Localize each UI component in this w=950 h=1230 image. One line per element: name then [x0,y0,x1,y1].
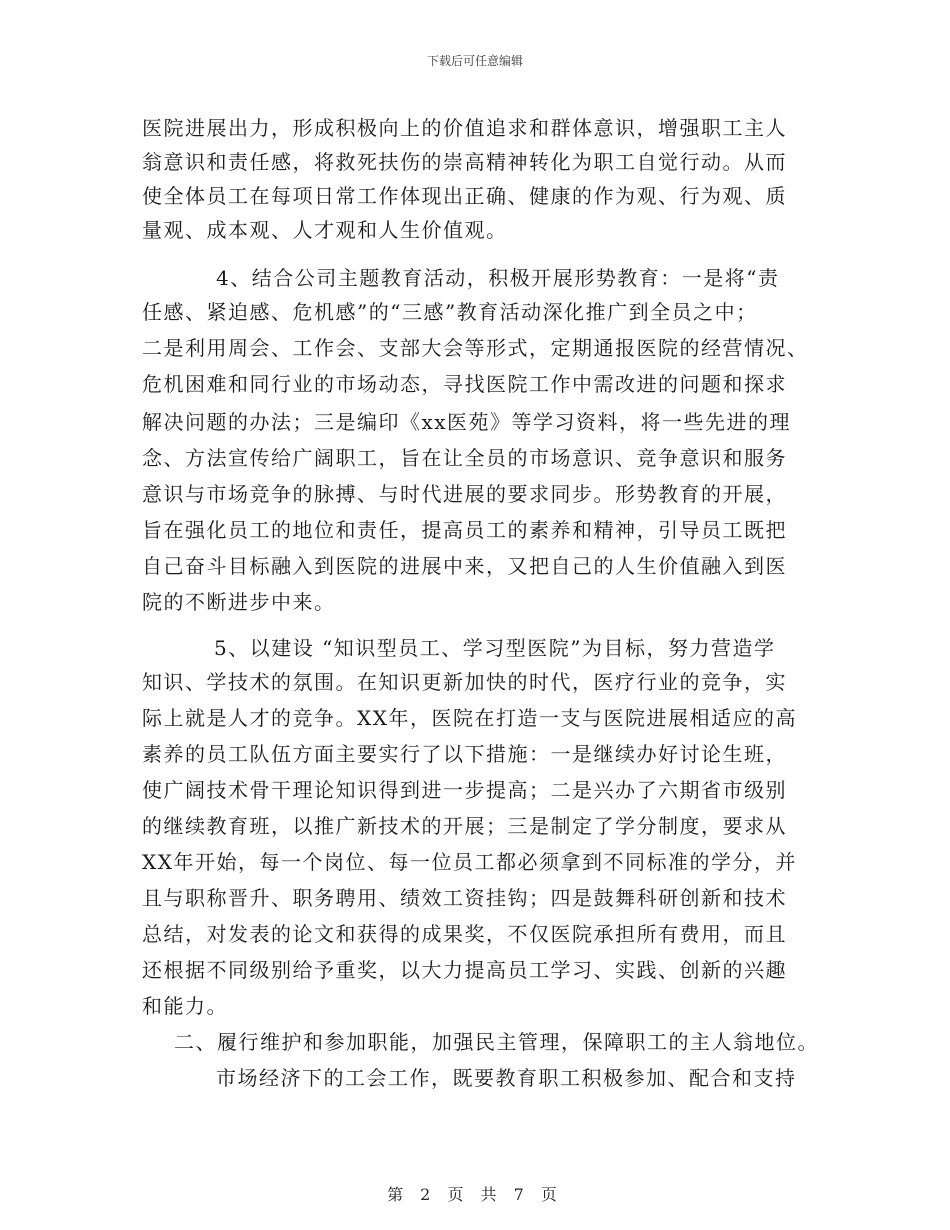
text-line: 的继续教育班，以推广新技术的开展；三是制定了学分制度，要求从 [142,814,787,838]
text-line: 总结，对发表的论文和获得的成果奖，不仅医院承担所有费用，而且 [142,922,787,946]
text-line: 量观、成本观、人才观和人生价值观。 [142,218,508,242]
text-line: 医院进展出力，形成积极向上的价值追求和群体意识，增强职工主人 [142,116,787,140]
text-line: 还根据不同级别给予重奖，以大力提高员工学习、实践、创新的兴趣 [142,958,787,982]
text-line: 翁意识和责任感，将救死扶伤的崇高精神转化为职工自觉行动。从而 [142,150,787,174]
text-line: 二、履行维护和参加职能，加强民主管理，保障职工的主人翁地位。 [174,1030,819,1054]
text-line: 知识、学技术的氛围。在知识更新加快的时代，医疗行业的竞争，实 [142,670,787,694]
text-line: 院的不断进步中来。 [142,590,336,614]
text-line: 旨在强化员工的地位和责任，提高员工的素养和精神，引导员工既把 [142,518,787,542]
page-header: 下载后可任意编辑 [426,54,523,68]
text-line: 5、以建设 “知识型员工、学习型医院”为目标，努力营造学 [214,636,776,660]
text-line: 和能力。 [142,994,228,1018]
text-line: 意识与市场竞争的脉搏、与时代进展的要求同步。形势教育的开展， [142,482,787,506]
text-line: 危机困难和同行业的市场动态，寻找医院工作中需改进的问题和探求 [142,372,787,396]
text-line: 使全体员工在每项日常工作体现出正确、健康的作为观、行为观、质 [142,184,787,208]
text-line: 素养的员工队伍方面主要实行了以下措施：一是继续办好讨论生班， [142,742,787,766]
page-number: 第 2 页 共 7 页 [387,1185,563,1204]
text-line: XX年开始，每一个岗位、每一位员工都必须拿到不同标准的学分，并 [142,850,797,874]
text-line: 际上就是人才的竞争。XX年，医院在打造一支与医院进展相适应的高 [142,706,797,730]
text-line: 自己奋斗目标融入到医院的进展中来，又把自己的人生价值融入到医 [142,554,787,578]
text-line: 且与职称晋升、职务聘用、绩效工资挂钩；四是鼓舞科研创新和技术 [142,886,787,910]
text-line: 4、结合公司主题教育活动，积极开展形势教育：一是将“责 [216,266,780,290]
text-line: 市场经济下的工会工作，既要教育职工积极参加、配合和支持 [216,1066,797,1090]
text-line: 解决问题的办法；三是编印《xx医苑》等学习资料，将一些先进的理 [142,410,792,434]
text-line: 使广阔技术骨干理论知识得到进一步提高；二是兴办了六期省市级别 [142,778,787,802]
text-line: 二是利用周会、工作会、支部大会等形式，定期通报医院的经营情况、 [142,336,809,360]
text-line: 念、方法宣传给广阔职工，旨在让全员的市场意识、竞争意识和服务 [142,446,787,470]
text-line: 任感、紧迫感、危机感”的“三感”教育活动深化推广到全员之中； [142,300,758,324]
